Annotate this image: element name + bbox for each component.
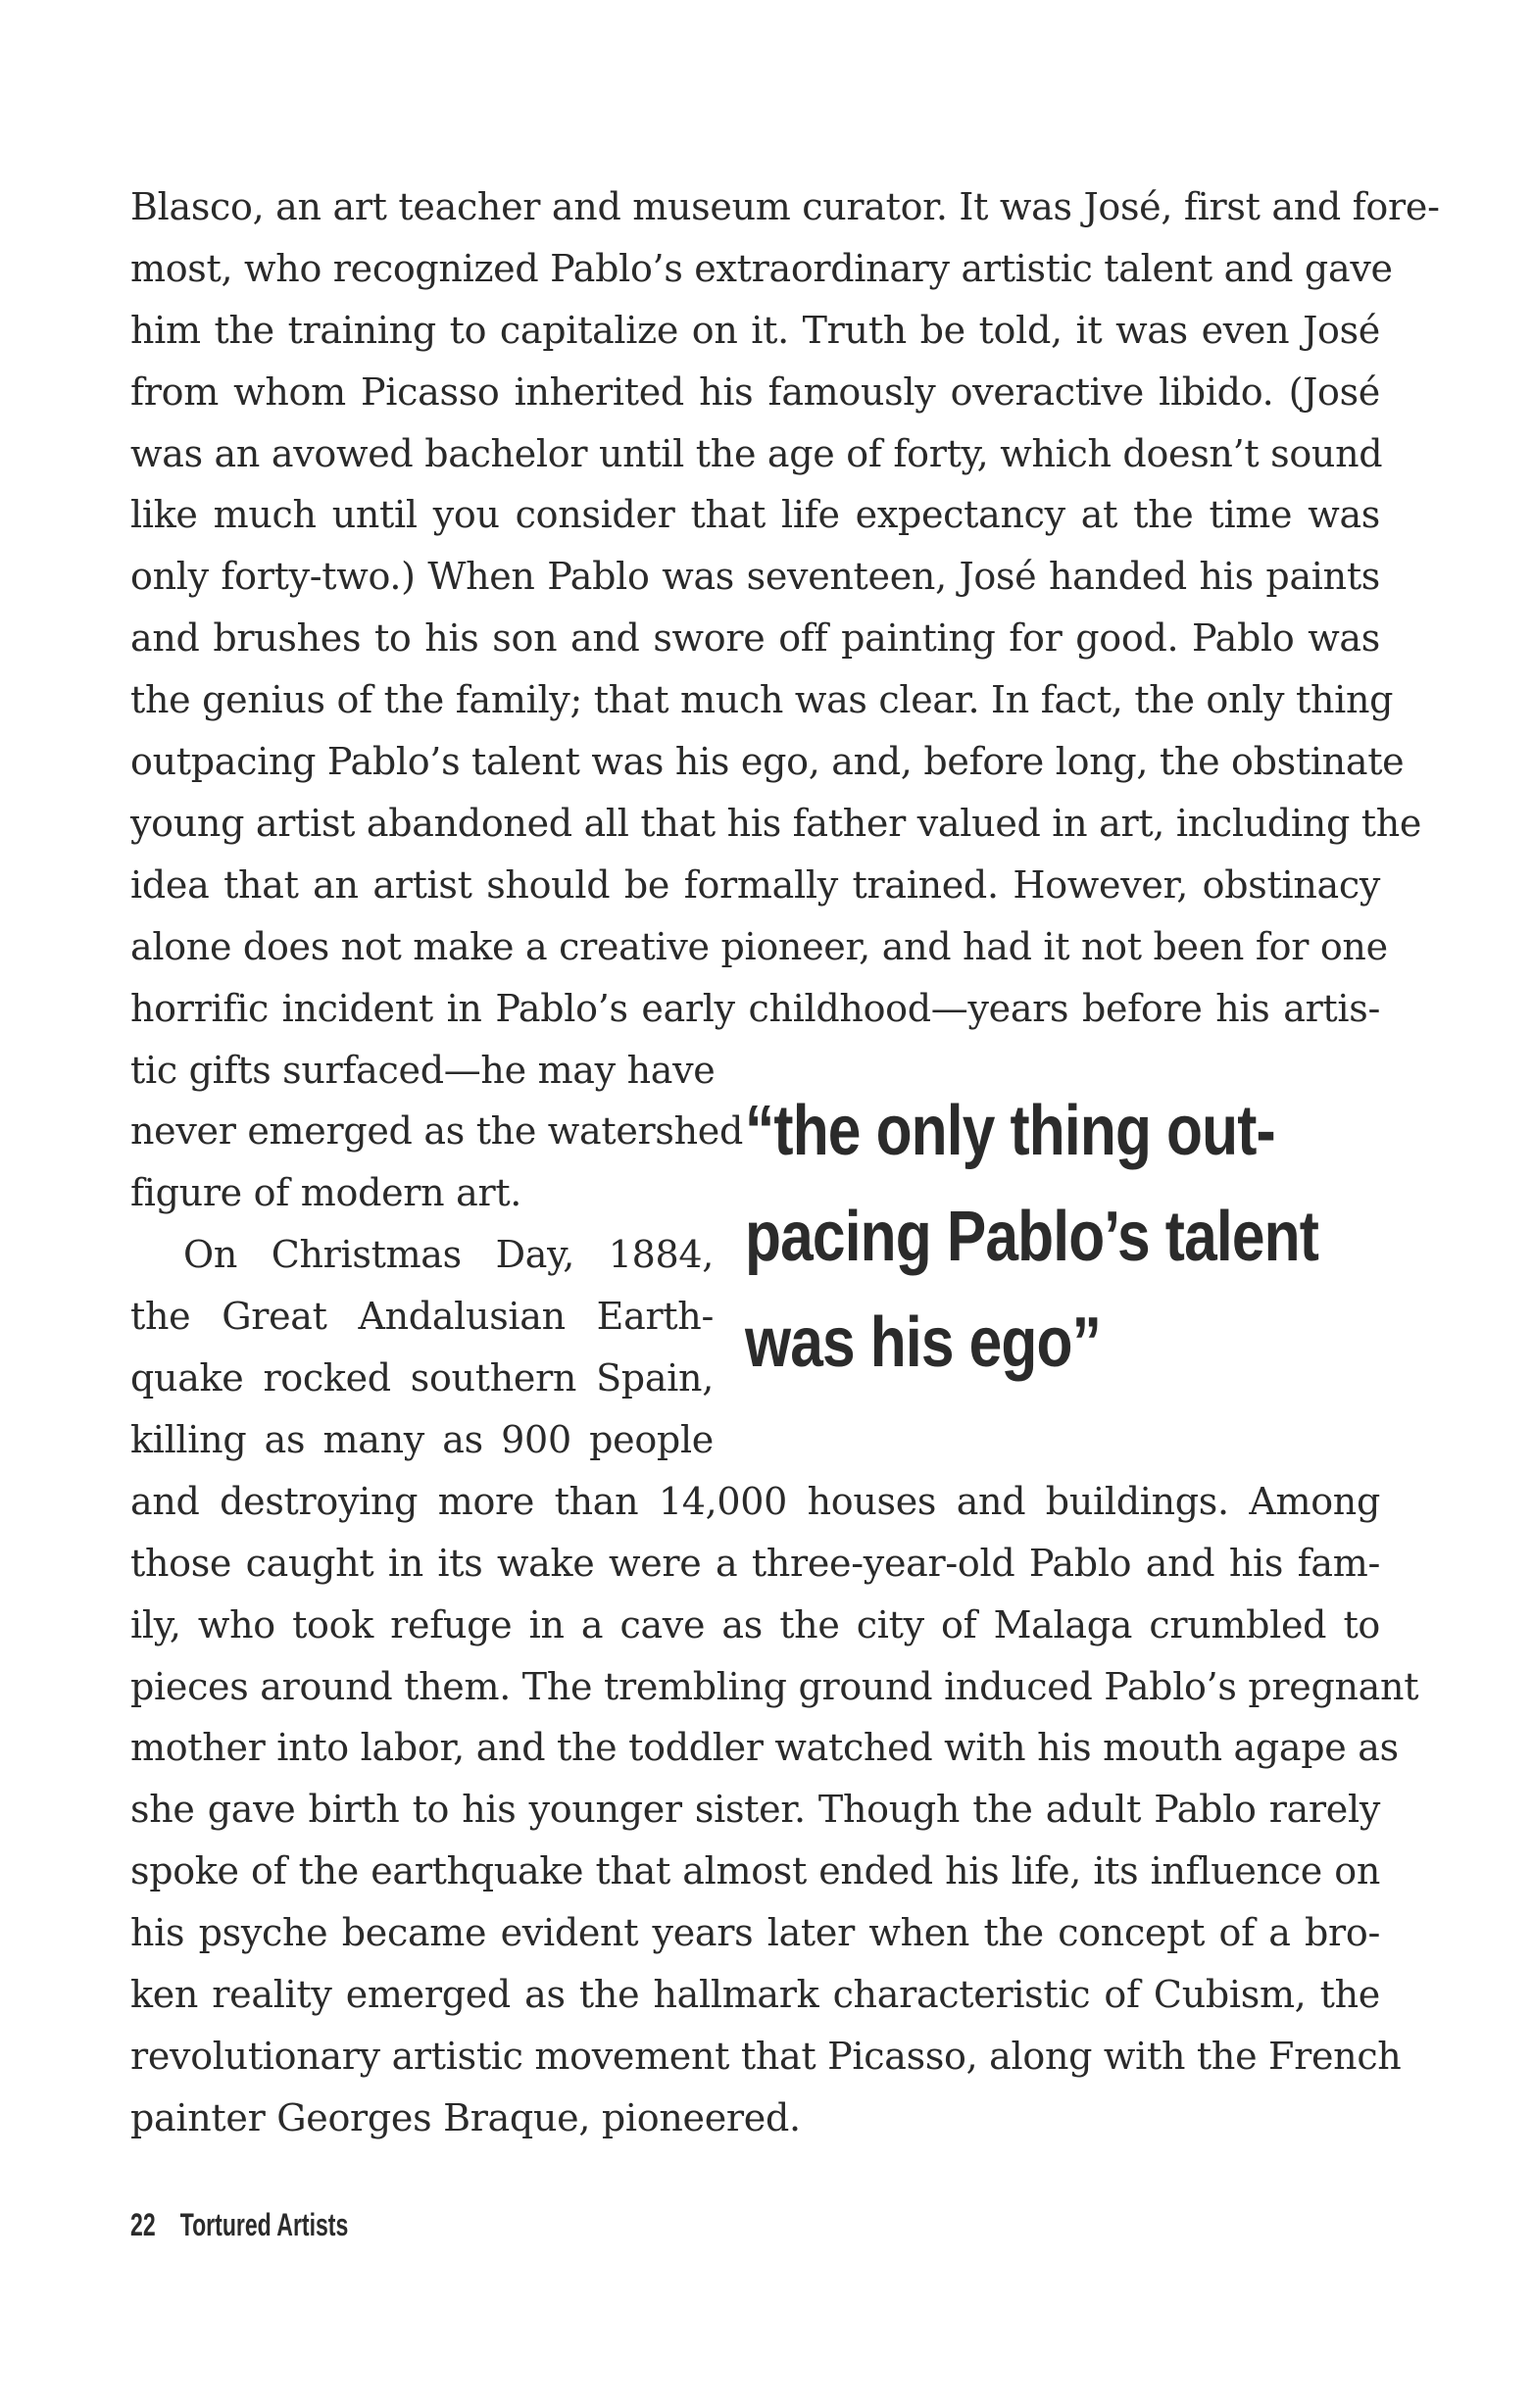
text-line: painter Georges Braque, pioneered. [130,2095,801,2139]
text-line: quake rocked southern Spain, [130,1356,714,1401]
text-line: was an avowed bachelor until the age of forty, which doesn’t sound [130,431,1383,475]
text-line: the genius of the family; that much was clear. In fact, the only thing [130,678,1394,722]
text-line: idea that an artist should be formally trained. However, obstinacy [130,862,1380,907]
text-line: horrific incident in Pablo’s early childhood—years before his artis- [130,986,1380,1030]
text-line: spoke of the earthquake that almost ended his life, its influence on [130,1849,1380,1893]
text-line: Blasco, an art teacher and museum curator. It was José, first and fore- [130,185,1440,228]
text-line: pieces around them. The trembling ground induced Pablo’s pregnant [130,1664,1419,1708]
text-line: most, who recognized Pablo’s extraordinary artistic talent and gave [130,246,1393,290]
body-text-top [130,176,1440,1039]
text-line: him the training to capitalize on it. Truth be told, it was even José [130,308,1380,352]
text-line: outpacing Pablo’s talent was his ego, and, before long, the obstinate [130,740,1405,784]
body-text-narrow [130,1040,743,1471]
text-line: On Christmas Day, 1884, [183,1233,714,1277]
text-line: she gave birth to his younger sister. Though the adult Pablo rarely [130,1788,1380,1832]
pull-quote [745,1078,1319,1396]
page-number: 22 [130,2207,156,2242]
text-line: only forty-two.) When Pablo was seventeen, José handed his paints [130,555,1380,599]
text-line: his psyche became evident years later when the concept of a bro- [130,1911,1380,1955]
pull-quote-line: was his ego” [745,1303,1101,1382]
text-line: and brushes to his son and swore off painting for good. Pablo was [130,616,1380,661]
text-line: ken reality emerged as the hallmark characteristic of Cubism, the [130,1973,1380,2017]
text-line: young artist abandoned all that his father valued in art, including the [130,801,1422,845]
text-line: and destroying more than 14,000 houses and buildings. Among [130,1479,1380,1523]
page-footer [130,2207,348,2243]
text-line: killing as many as 900 people [130,1417,714,1461]
text-line: those caught in its wake were a three-year-old Pablo and his fam- [130,1541,1380,1585]
text-line: ily, who took refuge in a cave as the city of Malaga crumbled to [130,1602,1380,1646]
text-line: figure of modern art. [130,1171,522,1215]
text-line: alone does not make a creative pioneer, and had it not been for one [130,924,1388,968]
text-line: never emerged as the watershed [130,1109,743,1154]
text-line: the Great Andalusian Earth- [130,1295,714,1339]
body-text-bottom [130,1471,1419,2149]
text-line: like much until you consider that life expectancy at the time was [130,493,1380,537]
text-line: revolutionary artistic movement that Picasso, along with the French [130,2034,1402,2078]
text-line: from whom Picasso inherited his famously overactive libido. (José [130,369,1380,414]
book-title: Tortured Artists [179,2207,349,2242]
pull-quote-line: “the only thing out- [745,1092,1275,1170]
text-line: tic gifts surfaced—he may have [130,1048,716,1092]
pull-quote-line: pacing Pablo’s talent [745,1198,1319,1276]
text-line: mother into labor, and the toddler watched with his mouth agape as [130,1726,1399,1770]
